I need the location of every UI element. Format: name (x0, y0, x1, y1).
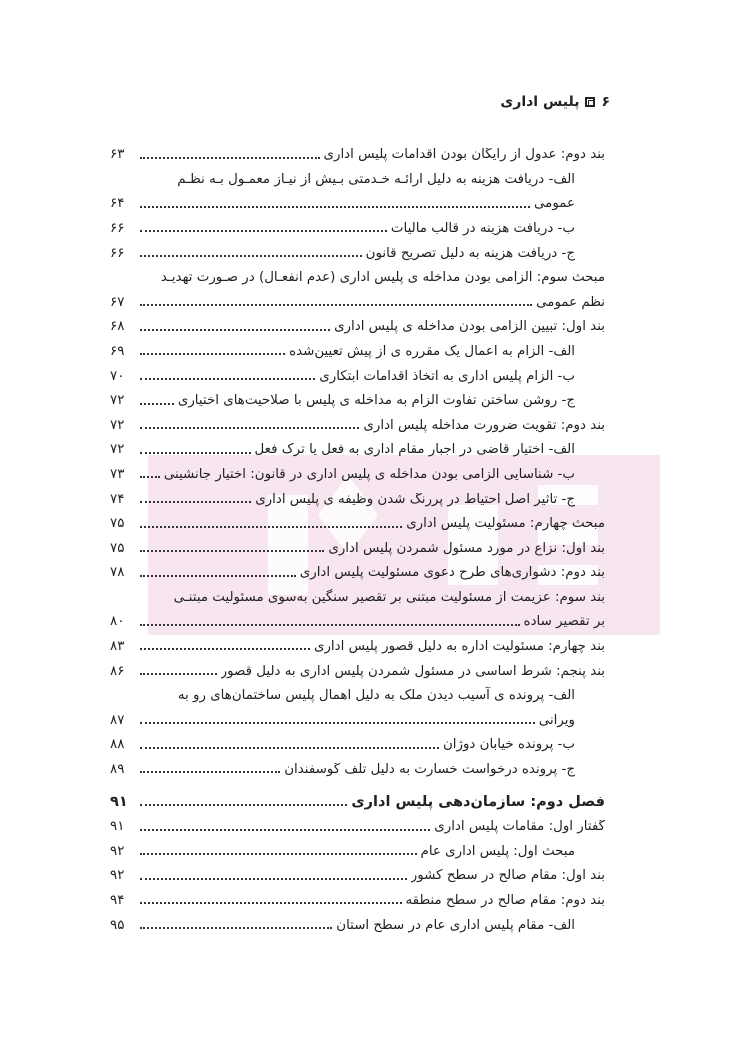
toc-entry (110, 558, 605, 583)
dot-leader (140, 304, 532, 306)
toc-entry-title: بند اول: مقام صالح در سطح کشور (410, 869, 605, 884)
toc-entry-title: ج- روشن ساختن تفاوت الزام به مداخله ی پلیس با صلاحیت‌های اختیاری (177, 394, 575, 409)
toc-entry (110, 460, 605, 485)
toc-page-number: ۸۶ (110, 663, 125, 679)
toc-entry (110, 435, 605, 460)
toc-entry (110, 361, 605, 386)
toc-entry-title: الف- مقام پلیس اداری عام در سطح استان (336, 918, 575, 933)
toc-entry (110, 509, 605, 534)
dot-leader (140, 550, 324, 552)
toc-entry-title: بند سوم: عزیمت از مسئولیت مبتنی بر تقصیر سنگین به‌سوی مسئولیت مبتنـی (173, 589, 605, 605)
toc-page-number: ۶۷ (110, 294, 125, 310)
toc-entry-title: نظم عمومی (536, 295, 605, 310)
toc-entry-title: بند دوم: تقویت ضرورت مداخله پلیس اداری (363, 418, 605, 433)
toc-entry (110, 534, 605, 559)
toc-entry-title: مبحث چهارم: مسئولیت پلیس اداری (406, 517, 605, 532)
toc-entry (110, 484, 605, 509)
toc-entry (110, 910, 605, 935)
toc-entry (110, 787, 605, 812)
toc-entry-title: ویرانی (538, 713, 575, 728)
page-number: ۶ (601, 94, 610, 110)
dot-leader (140, 927, 332, 929)
dot-leader (140, 902, 402, 904)
toc-entry-title: ج- دریافت هزینه به دلیل تصریح قانون (365, 246, 575, 261)
toc-entry (110, 755, 605, 780)
dot-leader (140, 526, 402, 528)
toc-entry-title: ب- پرونده خیابان دوژان (442, 738, 575, 753)
dot-leader (140, 648, 310, 650)
toc-entry-title: بند اول: نزاع در مورد مسئول شمردن پلیس اداری (328, 541, 605, 556)
running-title: پلیس اداری (500, 94, 580, 110)
dot-leader (140, 501, 251, 503)
dot-leader (140, 427, 359, 429)
toc-entry (110, 238, 605, 263)
toc-page-number: ۸۳ (110, 639, 125, 655)
toc-page-number: ۶۳ (110, 147, 125, 163)
toc-page-number: ۷۸ (110, 565, 125, 581)
toc-entry (110, 140, 605, 165)
toc-page-number: ۷۵ (110, 516, 125, 532)
toc-entry (110, 165, 605, 190)
toc-page-number: ۸۸ (110, 737, 125, 753)
toc-page-number: ۶۶ (110, 220, 125, 236)
dot-leader (140, 206, 530, 208)
dot-leader (140, 230, 387, 232)
toc-page-number: ۸۰ (110, 614, 125, 630)
dot-leader (140, 575, 296, 577)
toc-page-number: ۷۲ (110, 393, 125, 409)
toc-entry-title: بند دوم: دشواری‌های طرح دعوی مسئولیت پلیس اداری (299, 566, 605, 581)
toc-entry (110, 837, 605, 862)
dot-leader (140, 403, 174, 405)
toc-entry-title: بند دوم: عدول از رایگان بودن اقدامات پلیس اداری (323, 148, 605, 163)
toc-entry-title: بند دوم: مقام صالح در سطح منطقه (405, 894, 605, 908)
dot-leader (140, 771, 280, 773)
toc-entry-title: بر تقصیر ساده (523, 615, 605, 630)
toc-entry (110, 337, 605, 362)
dot-leader (140, 878, 407, 880)
toc-entry (110, 189, 605, 214)
toc-entry-title: بند پنجم: شرط اساسی در مسئول شمردن پلیس اداری به دلیل قصور (220, 664, 605, 679)
toc-page-number: ۹۲ (110, 843, 125, 859)
toc-entry (110, 263, 605, 288)
toc-page-number: ۹۴ (110, 893, 125, 908)
toc-entry (110, 411, 605, 436)
toc-entry (110, 861, 605, 886)
toc-entry (110, 583, 605, 608)
toc-entry (110, 656, 605, 681)
toc-page-number: ۶۹ (110, 343, 125, 359)
dot-leader (140, 157, 320, 159)
toc-entry (110, 812, 605, 837)
dot-leader (140, 747, 439, 749)
toc-entry-title: الف- دریافت هزینه به دلیل ارائـه خـدمتی بـیش از نیـاز معمـول بـه نظـم (177, 171, 575, 187)
toc-entry-title: بند چهارم: مسئولیت اداره به دلیل قصور پلیس اداری (313, 640, 605, 655)
dot-leader (140, 673, 217, 675)
toc-entry-title: مبحث اول: پلیس اداری عام (420, 844, 575, 859)
table-of-contents (110, 140, 605, 935)
dot-leader (140, 452, 251, 454)
toc-entry (110, 706, 605, 731)
toc-page-number: ۷۴ (110, 491, 125, 507)
toc-entry (110, 886, 605, 911)
dot-leader (140, 476, 160, 478)
toc-entry-title: مبحث سوم: الزامی بودن مداخله ی پلیس اداری (عدم انفعـال) در صـورت تهدیـد (160, 270, 605, 286)
dot-leader (140, 804, 347, 806)
toc-page-number: ۷۵ (110, 540, 125, 556)
toc-entry (110, 681, 605, 706)
toc-entry-title: الف- الزام به اعمال یک مقرره ی از پیش تعیین‌شده (289, 344, 575, 359)
toc-entry-title: ج- تأثیر اصل احتیاط در پررنگ شدن وظیفه ی پلیس اداری (255, 492, 575, 507)
toc-entry-title: فصل دوم: سازمان‌دهی پلیس اداری (351, 794, 605, 810)
toc-entry (110, 607, 605, 632)
square-ornament-icon (585, 97, 595, 107)
toc-entry-title: ب- شناسایی الزامی بودن مداخله ی پلیس اداری در قانون: اختیار جانشینی (163, 467, 575, 482)
toc-page-number: ۹۵ (110, 917, 125, 933)
toc-page-number: ۷۳ (110, 466, 125, 482)
dot-leader (140, 722, 535, 724)
toc-entry-title: گفتار اول: مقامات پلیس اداری (434, 820, 605, 835)
toc-page-number: ۶۴ (110, 196, 125, 212)
dot-leader (140, 329, 330, 331)
dot-leader (140, 624, 520, 626)
dot-leader (140, 378, 315, 380)
dot-leader (140, 353, 285, 355)
dot-leader (140, 853, 417, 855)
toc-entry-title: بند اول: تبیین الزامی بودن مداخله ی پلیس اداری (334, 320, 605, 335)
dot-leader (140, 829, 430, 831)
toc-page-number: ۷۰ (110, 368, 125, 384)
toc-entry (110, 632, 605, 657)
toc-page-number: ۷۲ (110, 442, 125, 458)
toc-page-number: ۸۹ (110, 762, 125, 778)
dot-leader (140, 255, 362, 257)
toc-entry-title: ج- پرونده درخواست خسارت به دلیل تلف گوسفندان (284, 763, 575, 778)
toc-page-number: ۹۱ (110, 819, 125, 835)
toc-entry (110, 214, 605, 239)
toc-entry-title: ب- دریافت هزینه در قالب مالیات (390, 221, 575, 236)
toc-entry-title: الف- اختیار قاضی در اجبار مقام اداری به فعل یا ترک فعل (254, 443, 575, 458)
toc-page-number: ۶۸ (110, 319, 125, 335)
toc-entry-title: ب- الزام پلیس اداری به اتخاذ اقدامات ابتکاری (319, 369, 575, 384)
toc-entry-title: عمومی (534, 197, 575, 212)
running-header (500, 94, 610, 110)
toc-entry (110, 730, 605, 755)
toc-entry (110, 312, 605, 337)
toc-page-number: ۶۶ (110, 245, 125, 261)
toc-entry (110, 386, 605, 411)
toc-entry (110, 288, 605, 313)
toc-page-number: ۸۷ (110, 712, 125, 728)
toc-entry-title: الف- پرونده ی آسیب دیدن ملک به دلیل اهمال پلیس ساختمان‌های رو به (177, 688, 575, 704)
toc-page-number: ۹۲ (110, 868, 125, 884)
toc-page-number: ۹۱ (110, 793, 128, 810)
toc-page-number: ۷۲ (110, 417, 125, 433)
